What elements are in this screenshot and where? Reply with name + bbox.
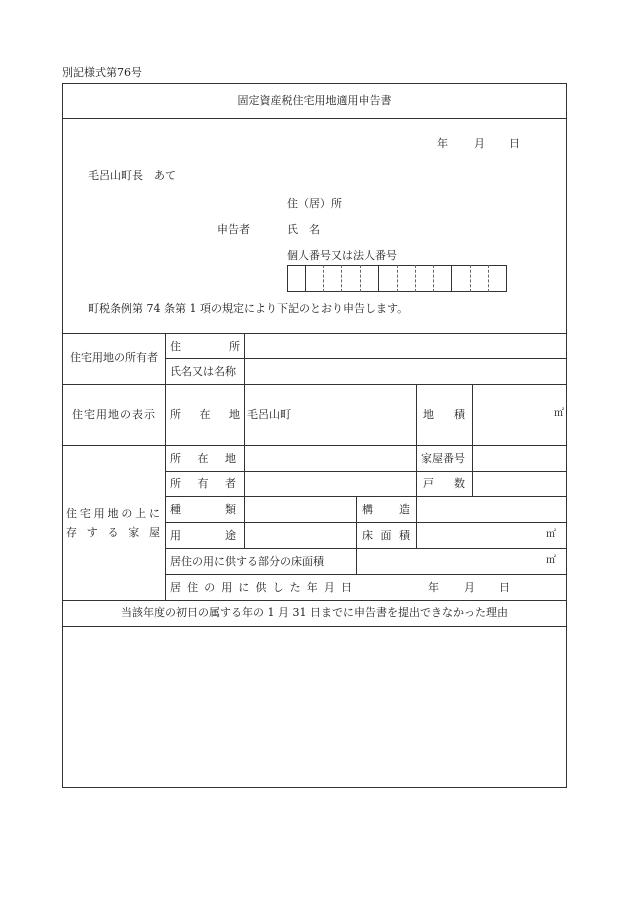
house-kind-label: 種 類: [170, 503, 236, 516]
form-title: 固定資産税住宅用地適用申告書: [237, 94, 392, 107]
id-number-label: 個人番号又は法人番号: [287, 249, 397, 262]
statement: 町税条例第 74 条第 1 項の規定により下記のとおり申告します。: [88, 302, 409, 315]
residential-use-year: 年: [428, 581, 439, 594]
house-owner-field[interactable]: [247, 475, 413, 493]
house-units-label: 戸 数: [423, 477, 465, 490]
house-floor-area-label: 床 面 積: [362, 529, 410, 542]
owner-section-label: 住宅用地の所有者: [70, 351, 158, 364]
owner-name-field[interactable]: [247, 362, 565, 380]
house-floor-area-unit: ㎡: [546, 529, 556, 540]
owner-name-label: 氏名又は名称: [170, 365, 236, 378]
residential-use-date-label: 居 住 の 用 に 供 し た 年 月 日: [170, 581, 352, 594]
land-location-label: 所 在 地: [170, 408, 240, 421]
reason-header: 当該年度の初日の属する年の 1 月 31 日までに申告書を提出できなかった理由: [121, 606, 508, 619]
house-kind-field[interactable]: [247, 500, 353, 518]
date-year: 年: [437, 137, 448, 150]
land-location-value[interactable]: 毛呂山町: [247, 408, 291, 421]
house-number-label: 家屋番号: [421, 452, 465, 465]
date-day: 日: [509, 137, 520, 150]
house-section-label-line1: 住 宅 用 地 の 上 に: [66, 507, 160, 520]
residential-use-month: 月: [464, 581, 475, 594]
owner-address-label: 住 所: [170, 340, 240, 353]
house-owner-label: 所 有 者: [170, 477, 236, 490]
house-structure-field[interactable]: [419, 500, 565, 518]
owner-address-field[interactable]: [247, 338, 565, 356]
date-month: 月: [474, 137, 485, 150]
reason-field[interactable]: [68, 632, 561, 782]
house-units-field[interactable]: [475, 475, 565, 493]
land-section-label: 住宅用地の表示: [72, 408, 156, 421]
address-label: 住（居）所: [287, 197, 342, 210]
name-label: 氏 名: [287, 223, 320, 236]
residential-floor-area-unit: ㎡: [546, 555, 556, 566]
house-location-label: 所 在 地: [170, 452, 236, 465]
residential-floor-area-label: 居住の用に供する部分の床面積: [170, 555, 324, 568]
addressee: 毛呂山町長 あて: [88, 169, 176, 182]
residential-use-day: 日: [499, 581, 510, 594]
house-number-field[interactable]: [475, 449, 565, 467]
house-location-field[interactable]: [247, 449, 413, 467]
declarant-label: 申告者: [217, 223, 250, 236]
land-area-label: 地 積: [423, 408, 465, 421]
house-use-label: 用 途: [170, 529, 236, 542]
house-section-label-line2: 存 す る 家 屋: [66, 526, 160, 539]
house-structure-label: 構 造: [362, 503, 410, 516]
house-use-field[interactable]: [247, 526, 353, 544]
land-area-unit: ㎡: [554, 408, 564, 419]
form-number: 別記様式第76号: [62, 66, 142, 79]
